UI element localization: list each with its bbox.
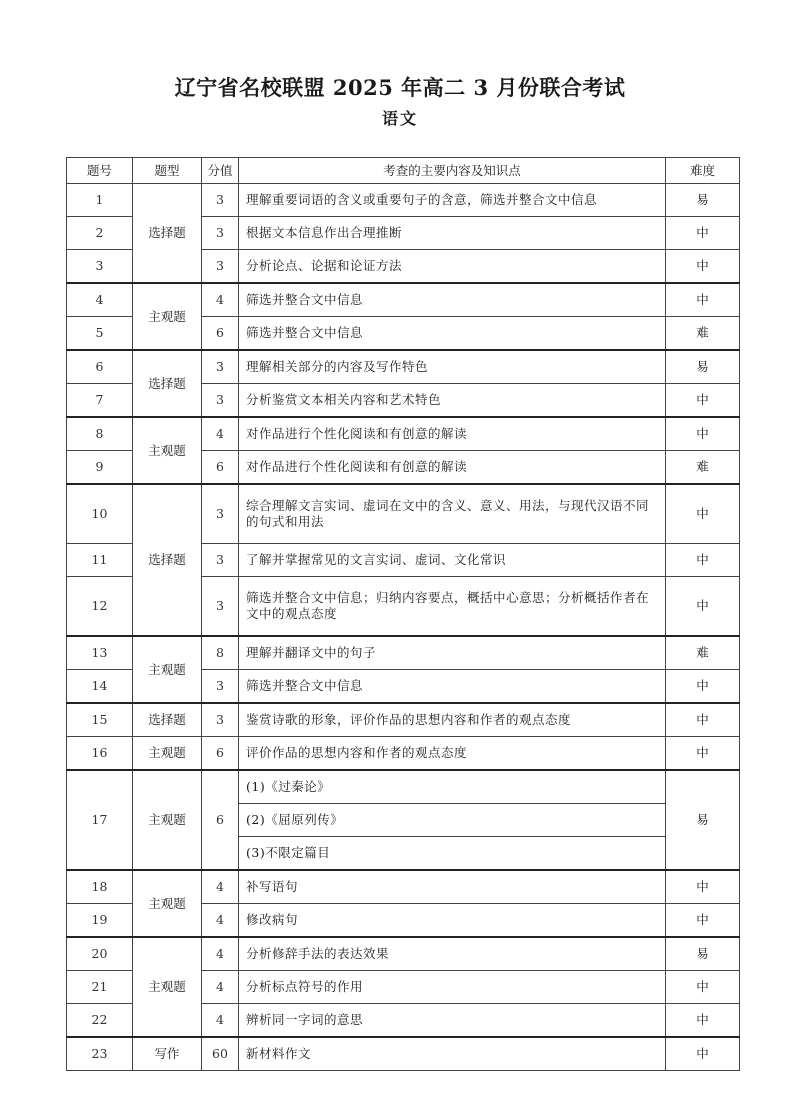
question-content: 理解重要词语的含义或重要句子的含意，筛选并整合文中信息	[239, 184, 666, 217]
question-type: 选择题	[133, 350, 202, 417]
question-content: 根据文本信息作出合理推断	[239, 217, 666, 250]
question-difficulty: 中	[666, 1037, 740, 1071]
table-row	[67, 770, 740, 804]
question-score: 4	[202, 1004, 239, 1038]
subject-title: 语文	[381, 109, 418, 128]
question-no: 4	[67, 283, 133, 317]
question-difficulty: 中	[666, 544, 740, 577]
question-no: 1	[67, 184, 133, 217]
question-score: 6	[202, 737, 239, 771]
question-score: 3	[202, 577, 239, 637]
table-header-row	[67, 158, 740, 184]
question-type: 写作	[133, 1037, 202, 1071]
question-difficulty: 中	[666, 904, 740, 938]
question-type: 主观题	[133, 937, 202, 1037]
question-difficulty: 中	[666, 384, 740, 418]
question-no: 2	[67, 217, 133, 250]
question-difficulty: 难	[666, 636, 740, 670]
question-content: 分析论点、论据和论证方法	[239, 250, 666, 284]
table-row	[67, 184, 740, 217]
question-difficulty: 中	[666, 577, 740, 637]
question-difficulty: 难	[666, 451, 740, 485]
question-score: 3	[202, 184, 239, 217]
question-content: 新材料作文	[239, 1037, 666, 1071]
exam-spec-table	[66, 157, 740, 1071]
question-type: 主观题	[133, 283, 202, 350]
question-no: 20	[67, 937, 133, 971]
question-content: 综合理解文言实词、虚词在文中的含义、意义、用法，与现代汉语不同的句式和用法	[239, 484, 666, 544]
question-difficulty: 中	[666, 484, 740, 544]
question-type: 主观题	[133, 737, 202, 771]
question-score: 3	[202, 350, 239, 384]
question-content: 筛选并整合文中信息；归纳内容要点，概括中心意思；分析概括作者在文中的观点态度	[239, 577, 666, 637]
col-header-content: 考查的主要内容及知识点	[239, 158, 666, 184]
table-row	[67, 737, 740, 771]
question-type: 选择题	[133, 703, 202, 737]
question-score: 3	[202, 250, 239, 284]
question-type: 主观题	[133, 636, 202, 703]
table-row	[67, 417, 740, 451]
question-score: 3	[202, 384, 239, 418]
question-content: (3)不限定篇目	[239, 837, 666, 871]
question-type: 主观题	[133, 770, 202, 870]
question-content: 对作品进行个性化阅读和有创意的解读	[239, 451, 666, 485]
question-content: 理解相关部分的内容及写作特色	[239, 350, 666, 384]
table-row	[67, 350, 740, 384]
question-no: 22	[67, 1004, 133, 1038]
question-no: 13	[67, 636, 133, 670]
question-score: 4	[202, 417, 239, 451]
question-content: 辨析同一字词的意思	[239, 1004, 666, 1038]
question-difficulty: 易	[666, 770, 740, 870]
question-score: 3	[202, 217, 239, 250]
question-content: 鉴赏诗歌的形象，评价作品的思想内容和作者的观点态度	[239, 703, 666, 737]
question-difficulty: 难	[666, 317, 740, 351]
question-no: 18	[67, 870, 133, 904]
question-score: 4	[202, 904, 239, 938]
table-row	[67, 937, 740, 971]
question-score: 3	[202, 544, 239, 577]
question-content: 筛选并整合文中信息	[239, 670, 666, 704]
question-no: 19	[67, 904, 133, 938]
question-difficulty: 中	[666, 670, 740, 704]
question-type: 主观题	[133, 870, 202, 937]
question-no: 11	[67, 544, 133, 577]
question-difficulty: 中	[666, 971, 740, 1004]
question-type: 选择题	[133, 184, 202, 284]
question-difficulty: 易	[666, 937, 740, 971]
question-no: 5	[67, 317, 133, 351]
question-difficulty: 中	[666, 703, 740, 737]
question-difficulty: 易	[666, 350, 740, 384]
question-score: 60	[202, 1037, 239, 1071]
question-content: 评价作品的思想内容和作者的观点态度	[239, 737, 666, 771]
table-row	[67, 283, 740, 317]
question-no: 12	[67, 577, 133, 637]
col-header-score: 分值	[202, 158, 239, 184]
question-content: (1)《过秦论》	[239, 770, 666, 804]
question-no: 6	[67, 350, 133, 384]
question-difficulty: 中	[666, 870, 740, 904]
question-type: 选择题	[133, 484, 202, 636]
question-score: 6	[202, 317, 239, 351]
question-difficulty: 中	[666, 417, 740, 451]
question-no: 15	[67, 703, 133, 737]
table-row	[67, 870, 740, 904]
question-score: 4	[202, 870, 239, 904]
col-header-type: 题型	[133, 158, 202, 184]
question-no: 16	[67, 737, 133, 771]
question-no: 8	[67, 417, 133, 451]
question-content: 分析标点符号的作用	[239, 971, 666, 1004]
question-difficulty: 中	[666, 217, 740, 250]
question-content: 分析修辞手法的表达效果	[239, 937, 666, 971]
question-difficulty: 中	[666, 250, 740, 284]
question-score: 6	[202, 770, 239, 870]
question-difficulty: 中	[666, 737, 740, 771]
col-header-no: 题号	[67, 158, 133, 184]
table-row	[67, 1037, 740, 1071]
question-no: 21	[67, 971, 133, 1004]
question-score: 3	[202, 703, 239, 737]
question-content: (2)《屈原列传》	[239, 804, 666, 837]
question-content: 补写语句	[239, 870, 666, 904]
col-header-difficulty: 难度	[666, 158, 740, 184]
question-score: 4	[202, 283, 239, 317]
question-content: 筛选并整合文中信息	[239, 283, 666, 317]
question-difficulty: 易	[666, 184, 740, 217]
question-score: 4	[202, 971, 239, 1004]
table-row	[67, 703, 740, 737]
question-score: 3	[202, 670, 239, 704]
question-content: 分析鉴赏文本相关内容和艺术特色	[239, 384, 666, 418]
question-score: 6	[202, 451, 239, 485]
question-score: 3	[202, 484, 239, 544]
question-difficulty: 中	[666, 283, 740, 317]
question-difficulty: 中	[666, 1004, 740, 1038]
question-content: 对作品进行个性化阅读和有创意的解读	[239, 417, 666, 451]
question-no: 9	[67, 451, 133, 485]
question-content: 修改病句	[239, 904, 666, 938]
table-row	[67, 636, 740, 670]
question-no: 3	[67, 250, 133, 284]
exam-title: 辽宁省名校联盟 2025 年高二 3 月份联合考试	[174, 75, 626, 100]
question-no: 7	[67, 384, 133, 418]
question-content: 筛选并整合文中信息	[239, 317, 666, 351]
question-score: 4	[202, 937, 239, 971]
question-no: 23	[67, 1037, 133, 1071]
question-no: 17	[67, 770, 133, 870]
question-type: 主观题	[133, 417, 202, 484]
question-content: 了解并掌握常见的文言实词、虚词、文化常识	[239, 544, 666, 577]
question-content: 理解并翻译文中的句子	[239, 636, 666, 670]
table-row	[67, 484, 740, 544]
question-no: 10	[67, 484, 133, 544]
question-score: 8	[202, 636, 239, 670]
question-no: 14	[67, 670, 133, 704]
